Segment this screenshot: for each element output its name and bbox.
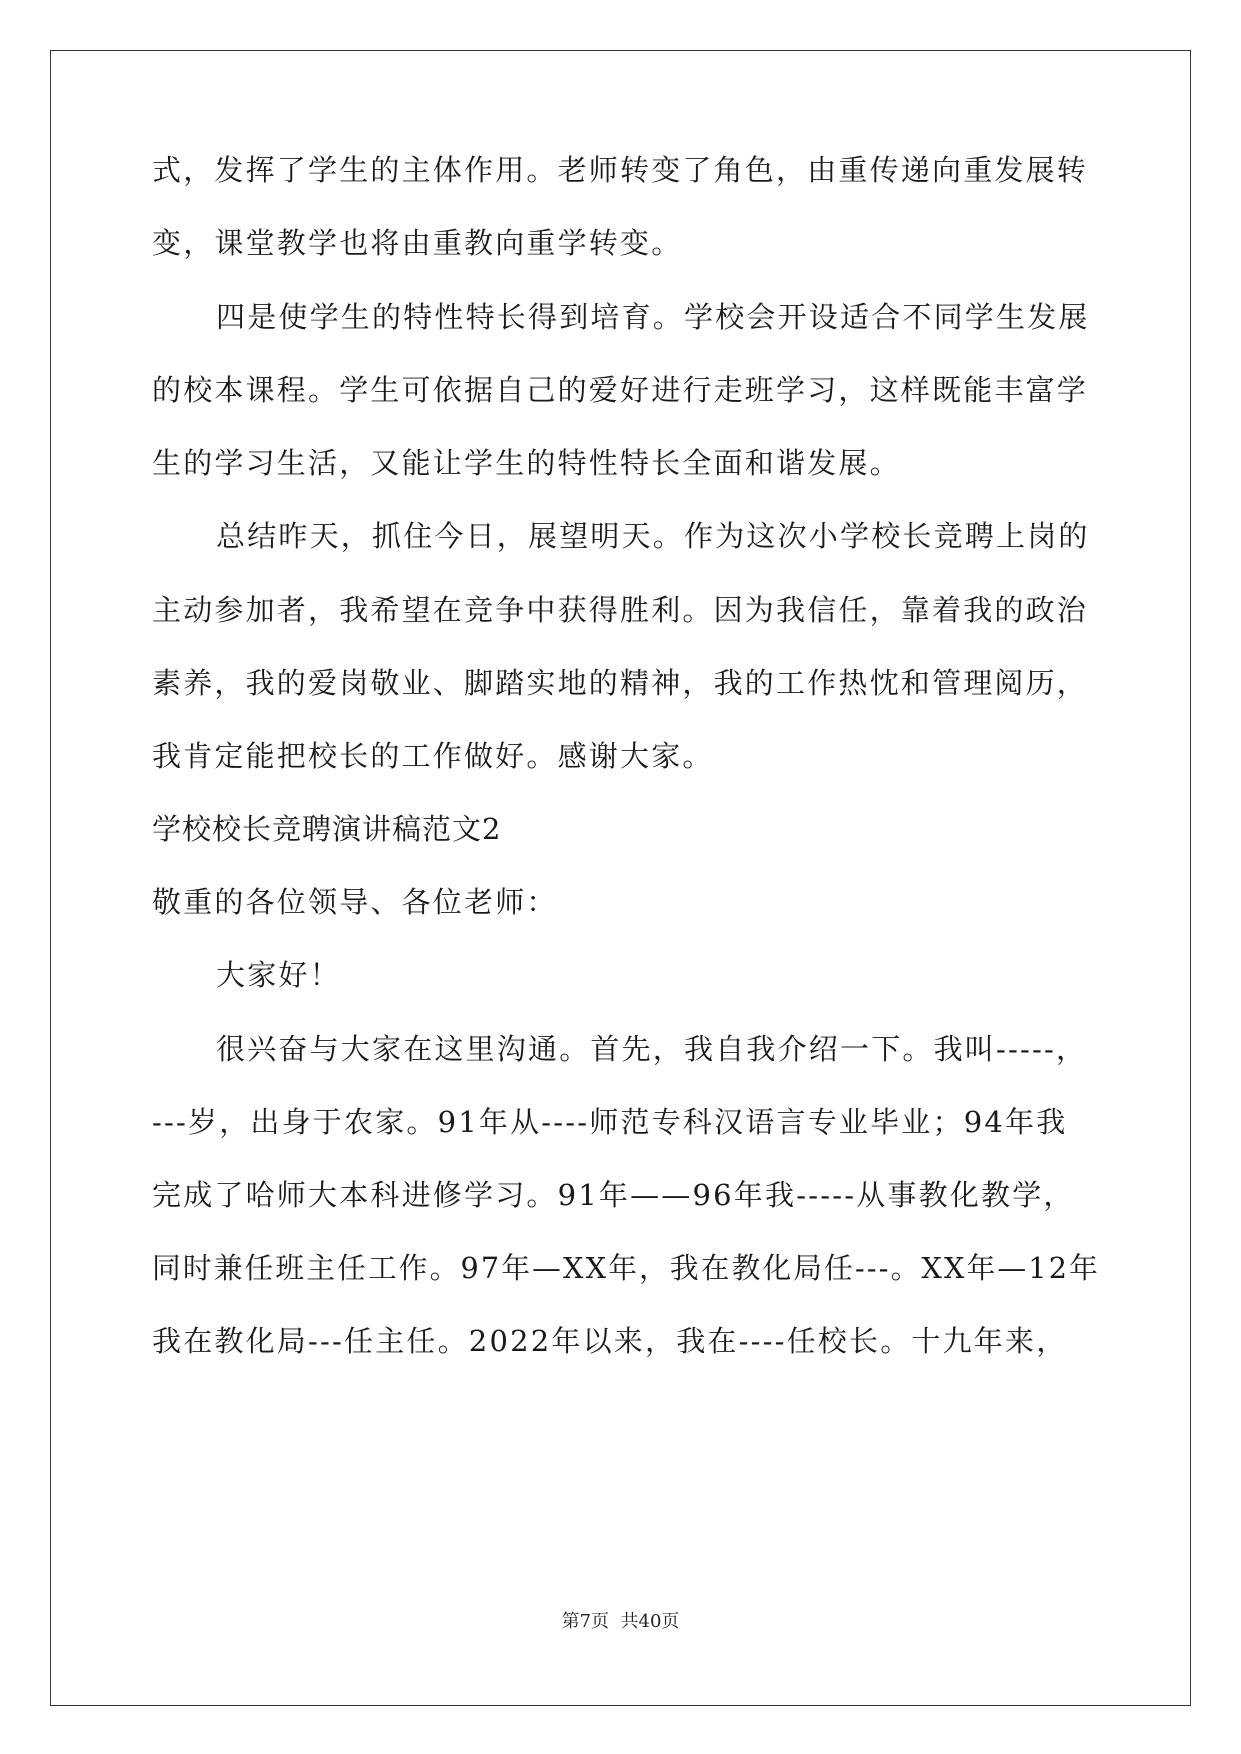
body-text-line: 生的学习生活，又能让学生的特性特长全面和谐发展。 <box>152 446 901 480</box>
body-text-line: 变，课堂教学也将由重教向重学转变。 <box>152 226 683 260</box>
body-text-line: 我在教化局---任主任。2022年以来，我在----任校长。十九年来， <box>152 1324 1068 1358</box>
body-text-line: ---岁，出身于农家。91年从----师范专科汉语言专业毕业；94年我 <box>152 1105 1068 1139</box>
body-text-line: 式，发挥了学生的主体作用。老师转变了角色，由重传递向重发展转 <box>152 153 1089 187</box>
section-heading: 学校校长竞聘演讲稿范文2 <box>152 812 502 846</box>
body-text-line: 完成了哈师大本科进修学习。91年——96年我-----从事教化教学， <box>152 1178 1075 1212</box>
paragraph-first-line: 四是使学生的特性特长得到培育。学校会开设适合不同学生发展 <box>216 300 1090 334</box>
page-number-footer: 第7页 共40页 <box>561 1611 680 1632</box>
body-text-line: 我肯定能把校长的工作做好。感谢大家。 <box>152 739 714 773</box>
body-text-line: 同时兼任班主任工作。97年—XX年，我在教化局任---。XX年—12年 <box>152 1251 1100 1285</box>
body-text-line: 素养，我的爱岗敬业、脚踏实地的精神，我的工作热忱和管理阅历， <box>152 666 1089 700</box>
body-text-line: 主动参加者，我希望在竞争中获得胜利。因为我信任，靠着我的政治 <box>152 593 1089 627</box>
paragraph-first-line: 很兴奋与大家在这里沟通。首先，我自我介绍一下。我叫-----， <box>216 1032 1088 1066</box>
body-text-line: 的校本课程。学生可依据自己的爱好进行走班学习，这样既能丰富学 <box>152 373 1089 407</box>
paragraph-first-line: 总结昨天，抓住今日，展望明天。作为这次小学校长竞聘上岗的 <box>216 519 1090 553</box>
salutation: 敬重的各位领导、各位老师： <box>152 885 558 919</box>
greeting: 大家好！ <box>216 958 341 992</box>
